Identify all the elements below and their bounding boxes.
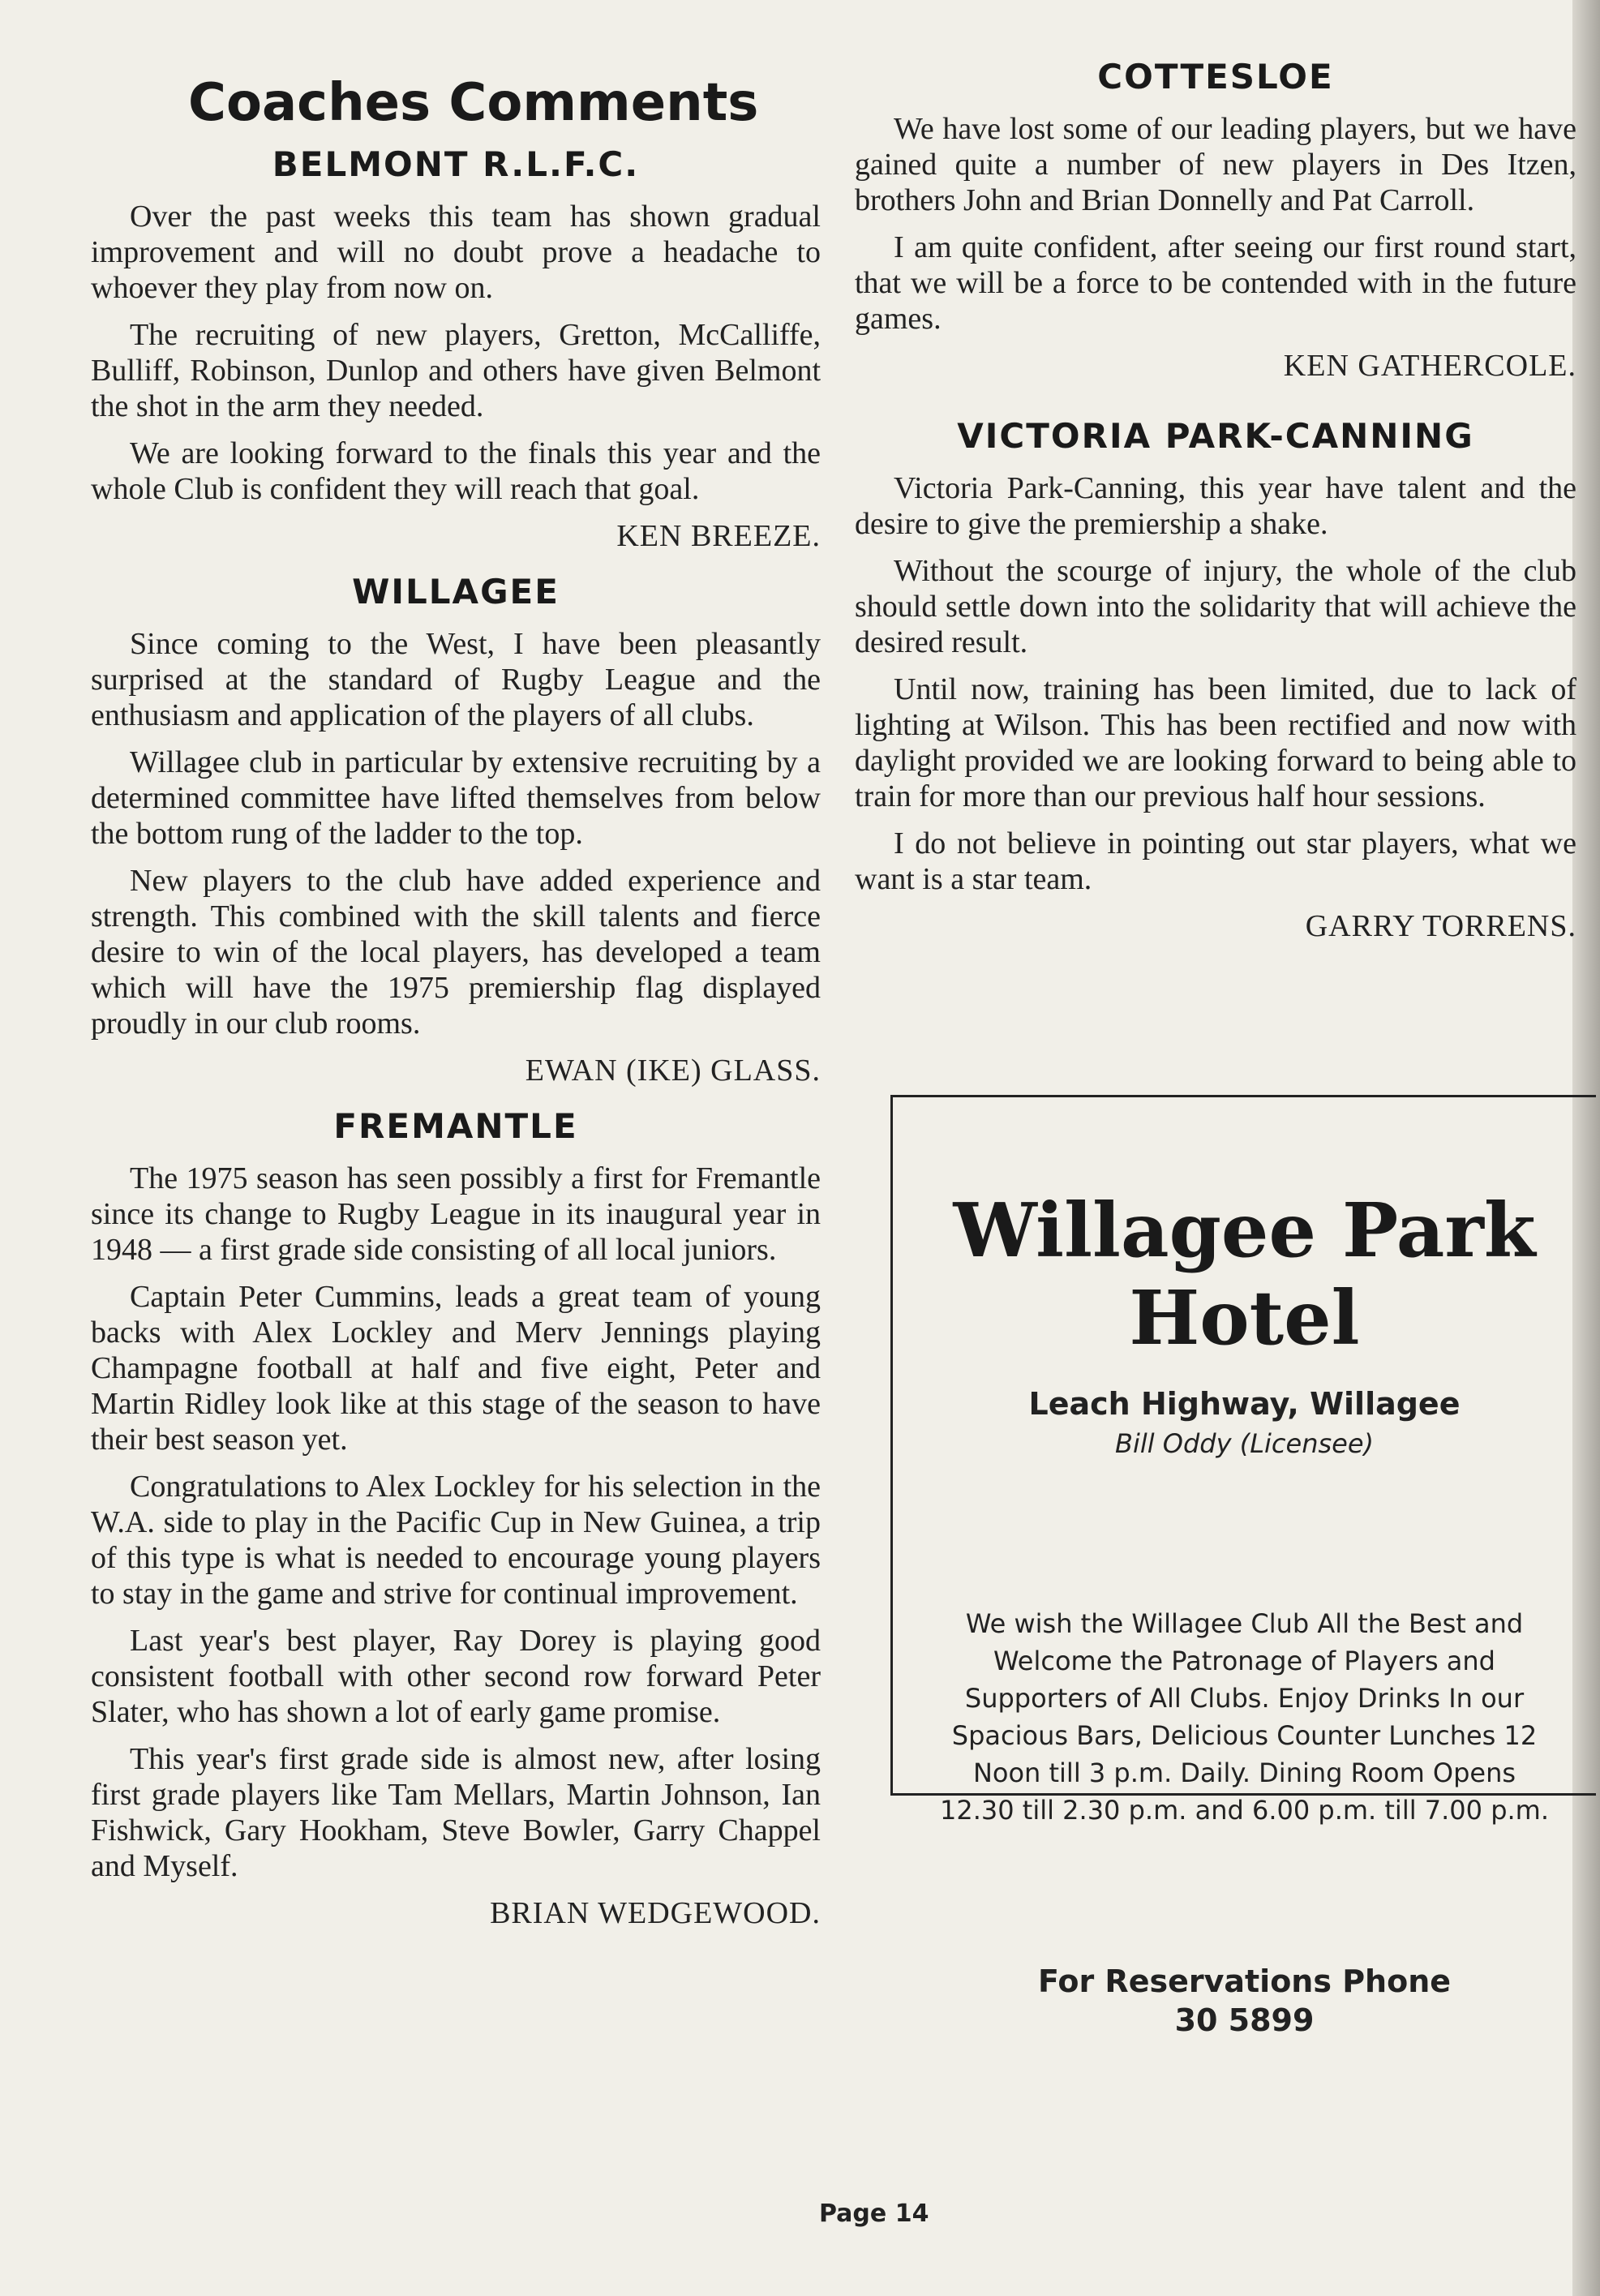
belmont-signature: KEN BREEZE. [616,519,821,553]
hotel-licensee: Bill Oddy (Licensee) [1114,1428,1374,1459]
willagee-heading: WILLAGEE [352,572,560,612]
victoria-park-heading: VICTORIA PARK-CANNING [957,416,1474,456]
page-number: Page 14 [819,2199,929,2228]
belmont-paragraph: The recruiting of new players, Gretton, McCalliffe, Bulliff, Robinson, Dunlop and others have given Belmont the shot in the arm they needed. [91,318,821,423]
left-column [91,73,821,1949]
fremantle-signature: BRIAN WEDGEWOOD. [490,1896,821,1930]
cottesloe-paragraph: We have lost some of our leading players, but we have gained quite a number of new players in Des Itzen, brothers John and Brian Donnelly and Pat Carroll. [855,112,1576,217]
willagee-section [91,572,821,1088]
fremantle-paragraph: Congratulations to Alex Lockley for his selection in the W.A. side to play in the Pacific Cup in New Guinea, a trip of this type is what is needed to encourage young players to stay in the game and strive for continual improvement. [91,1470,821,1611]
victoria-park-paragraph: Until now, training has been limited, due to lack of lighting at Wilson. This has been rectified and now with daylight provided we are looking forward to being able to train for more than our previous half hour sessions. [855,672,1576,813]
hotel-message: We wish the Willagee Club All the Best and Welcome the Patronage of Players and Supporters of All Clubs. Enjoy Drinks In our Spacious Bars, Delicious Counter Lunches 12 Noon till 3 p.m. Daily. Dining Room Opens 12.30 till 2.30 p.m. and 6.00 p.m. till 7.00 p.m. [939,1608,1550,1826]
victoria-park-signature: GARRY TORRENS. [1305,909,1576,943]
fremantle-section [91,1106,821,1931]
willagee-paragraph: New players to the club have added experience and strength. This combined with the skill talents and fierce desire to win of the local players, has developed a team which will have the 1975 premiership flag displayed proudly in our club rooms. [91,864,821,1041]
hotel-name-line: Hotel [1129,1274,1360,1362]
willagee-signature: EWAN (IKE) GLASS. [525,1054,821,1088]
cottesloe-section [855,57,1576,384]
reservations-phone: 30 5899 [1174,2002,1315,2038]
belmont-paragraph: Over the past weeks this team has shown gradual improvement and will no doubt prove a headache to whoever they play from now on. [91,200,821,305]
hotel-address: Leach Highway, Willagee [1028,1386,1461,1422]
belmont-heading: BELMONT R.L.F.C. [272,144,640,184]
victoria-park-paragraph: Without the scourge of injury, the whole of the club should settle down into the solidarity that will achieve the desired result. [855,554,1576,659]
right-column [855,57,1576,962]
victoria-park-paragraph: Victoria Park-Canning, this year have talent and the desire to give the premiership a shake. [855,471,1576,541]
victoria-park-paragraph: I do not believe in pointing out star players, what we want is a star team. [855,826,1576,896]
victoria-park-section [855,416,1576,944]
fremantle-paragraph: Last year's best player, Ray Dorey is playing good consistent football with other second row forward Peter Slater, who has shown a lot of early game promise. [91,1624,821,1729]
cottesloe-paragraph: I am quite confident, after seeing our first round start, that we will be a force to be contended with in the future games. [855,230,1576,336]
reservations-label: For Reservations Phone [1037,1963,1452,1999]
belmont-section [91,144,821,554]
belmont-paragraph: We are looking forward to the finals this year and the whole Club is confident they will reach that goal. [91,436,821,506]
willagee-paragraph: Willagee club in particular by extensive recruiting by a determined committee have lifted themselves from below the bottom rung of the ladder to the top. [91,745,821,851]
willagee-paragraph: Since coming to the West, I have been pleasantly surprised at the standard of Rugby League and the enthusiasm and application of the players of all clubs. [91,627,821,732]
hotel-advertisement [890,1095,1596,2038]
fremantle-heading: FREMANTLE [333,1106,578,1146]
fremantle-paragraph: Captain Peter Cummins, leads a great team of young backs with Alex Lockley and Merv Jennings playing Champagne football at half and five eight, Peter and Martin Ridley look like at this stage of the season to have their best season yet. [91,1280,821,1457]
fremantle-paragraph: This year's first grade side is almost new, after losing first grade players like Tam Mellars, Martin Johnson, Ian Fishwick, Gary Hookham, Steve Bowler, Garry Chappel and Myself. [91,1742,821,1883]
hotel-name [893,1187,1596,1362]
page-title: Coaches Comments [188,73,759,133]
fremantle-paragraph: The 1975 season has seen possibly a first for Fremantle since its change to Rugby League in its inaugural year in 1948 — a first grade side consisting of all local juniors. [91,1161,821,1267]
cottesloe-signature: KEN GATHERCOLE. [1283,349,1576,383]
hotel-name-line: Willagee Park [953,1187,1536,1274]
cottesloe-heading: COTTESLOE [1097,57,1334,97]
